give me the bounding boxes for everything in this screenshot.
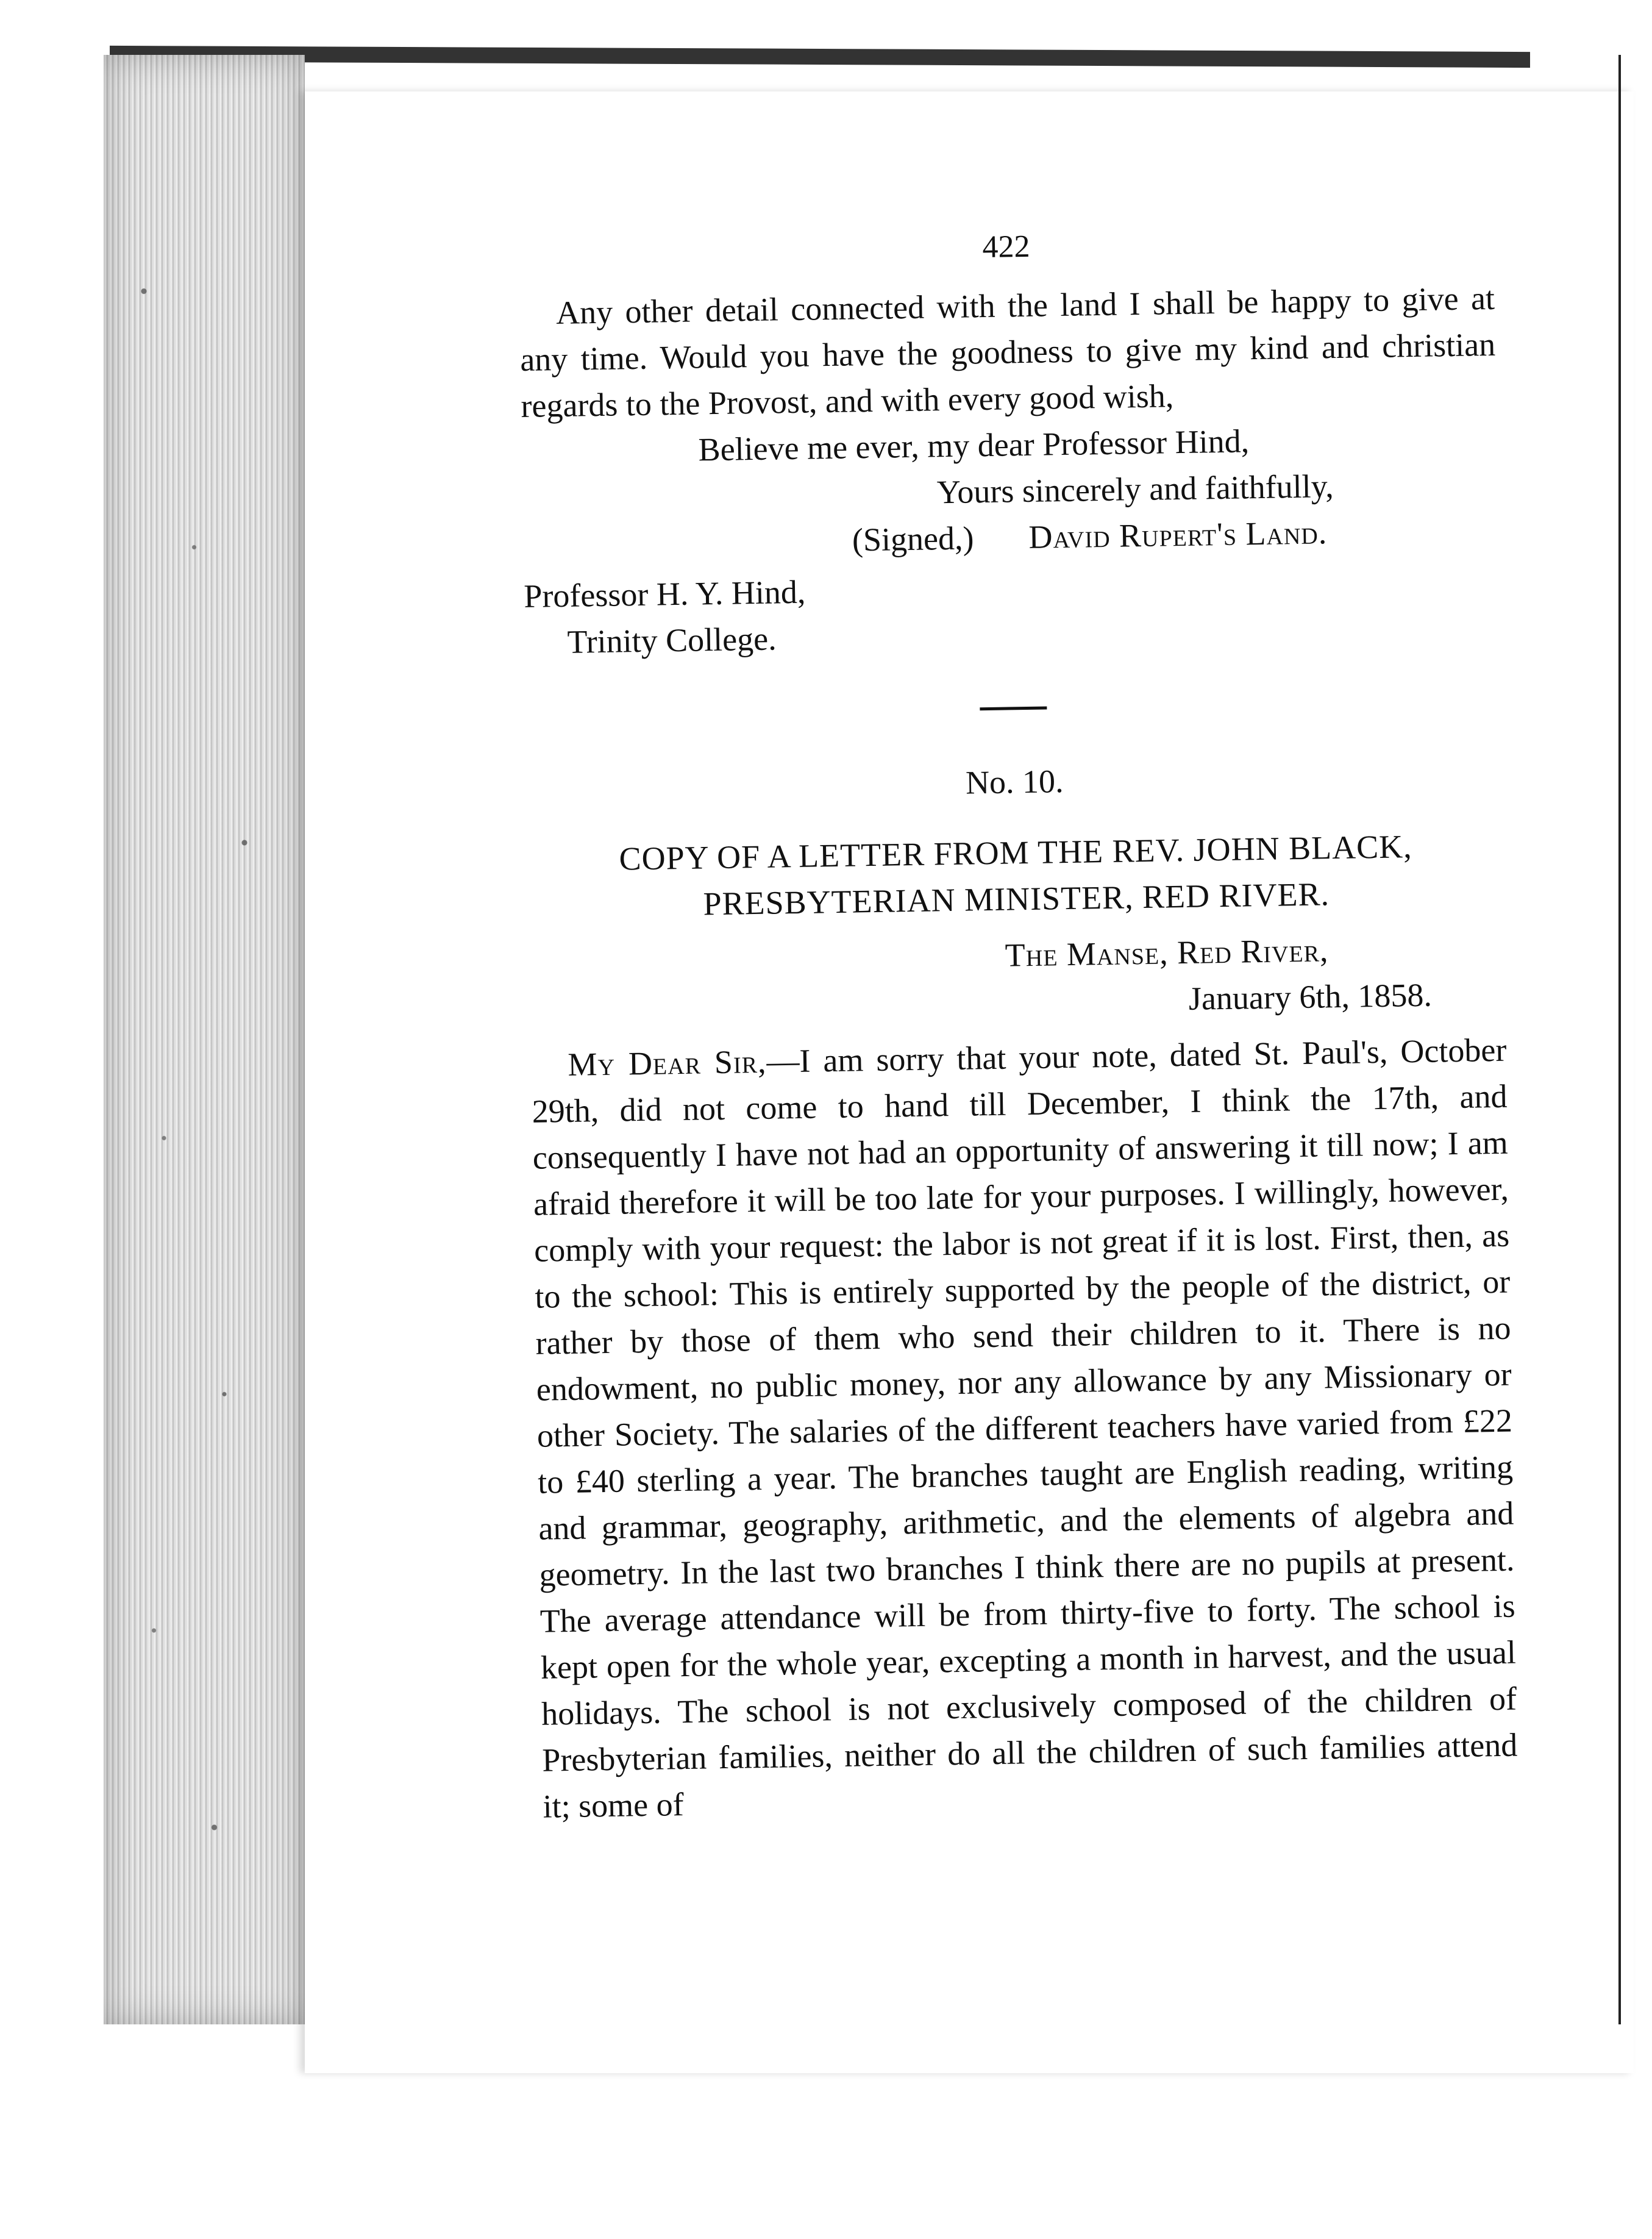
letter-place: The Manse, Red River,: [1005, 932, 1329, 974]
section-divider: [980, 706, 1047, 710]
salutation: My Dear Sir,: [567, 1043, 767, 1083]
page-text: [518, 216, 1518, 1830]
book-top-edge: [110, 46, 1530, 68]
signed-label: (Signed,): [852, 520, 974, 559]
letter-heading-line-2: PRESBYTERIAN MINISTER, RED RIVER.: [703, 876, 1330, 923]
letter-number: No. 10.: [965, 763, 1064, 801]
page-number: 422: [982, 229, 1030, 265]
letter-heading-line-1: COPY OF A LETTER FROM THE REV. JOHN BLACK,: [619, 828, 1413, 877]
prev-letter-closing-paragraph: Any other detail connected with the land I shall be happy to give at any time. Would you have the goodness to give my kind and christian regards to the Provost, and with every good wish,: [519, 279, 1496, 424]
facing-page-edge: [1618, 55, 1621, 2024]
letter-body-text: —I am sorry that your note, dated St. Paul's, October 29th, did not come to hand till December, I think the 17th, and consequently I have not had an opportunity of answering it till now; I am afraid therefore it will be too late for your purposes. I willingly, however, comply with your request: the labor is not great if it is lost. First, then, as to the school: This is entirely supported by the people of the district, or rather by those of them who send their children to it. There is no endowment, no public money, nor any allowance by any Missionary or other Society. The salaries of the different teachers have varied from £22 to £40 sterling a year. The branches taught are English reading, writing and grammar, geography, arithmetic, and the elements of algebra and geometry. In the last two branches I think there are no pupils at present. The average attendance will be from thirty-five to forty. The school is kept open for the whole year, excepting a month in harvest, and the usual holidays. The school is not exclusively composed of the children of Presbyterian families, neither do all the children of such families attend it; some of: [532, 1031, 1518, 1825]
book-fore-edge: [104, 55, 305, 2024]
foxing-spots: [104, 55, 305, 2024]
valediction-line-2: Yours sincerely and faithfully,: [936, 468, 1334, 511]
addressee-name: Professor H. Y. Hind,: [523, 573, 806, 615]
letter-date: January 6th, 1858.: [1188, 976, 1433, 1017]
addressee-place: Trinity College.: [567, 620, 777, 660]
signature: David Rupert's Land.: [1028, 514, 1328, 555]
letter-body-paragraph: [531, 1027, 1518, 1830]
valediction-line-1: Believe me ever, my dear Professor Hind,: [698, 423, 1250, 468]
